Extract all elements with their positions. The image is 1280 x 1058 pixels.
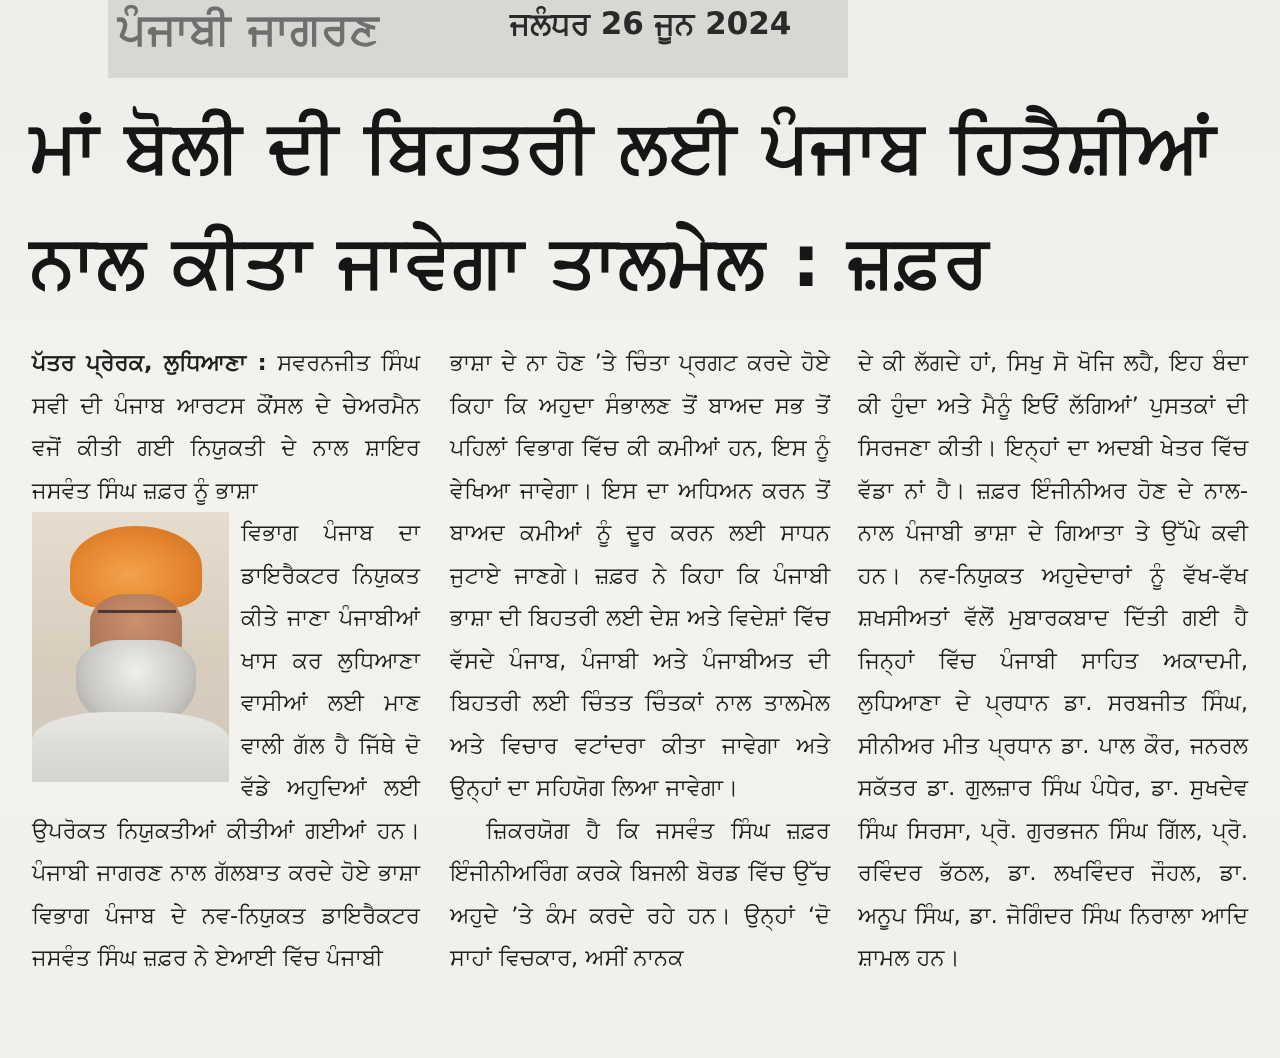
column-2-paragraph-1: ਭਾਸ਼ਾ ਦੇ ਨਾ ਹੋਣ ’ਤੇ ਚਿੰਤਾ ਪ੍ਰਗਟ ਕਰਦੇ ਹੋਏ ਕਿਹਾ ਕਿ ਅਹੁਦਾ ਸੰਭਾਲਣ ਤੋਂ ਬਾਅਦ ਸਭ ਤੋਂ ਪਹਿਲਾਂ ਵਿਭਾਗ ਵਿੱਚ ਕੀ ਕਮੀਆਂ ਹਨ, ਇਸ ਨੂੰ ਵੇਖਿਆ ਜਾਵੇਗਾ। ਇਸ ਦਾ ਅਧਿਅਨ ਕਰਨ ਤੋਂ ਬਾਅਦ ਕਮੀਆਂ ਨੂੰ ਦੂਰ ਕਰਨ ਲਈ ਸਾਧਨ ਜੁਟਾਏ ਜਾਣਗੇ। ਜ਼ਫ਼ਰ ਨੇ ਕਿਹਾ ਕਿ ਪੰਜਾਬੀ ਭਾਸ਼ਾ ਦੀ ਬਿਹਤਰੀ ਲਈ ਦੇਸ਼ ਅਤੇ ਵਿਦੇਸ਼ਾਂ ਵਿੱਚ ਵੱਸਦੇ ਪੰਜਾਬ, ਪੰਜਾਬੀ ਅਤੇ ਪੰਜਾਬੀਅਤ ਦੀ ਬਿਹਤਰੀ ਲਈ ਚਿੰਤਤ ਚਿੰਤਕਾਂ ਨਾਲ ਤਾਲਮੇਲ ਅਤੇ ਵਿਚਾਰ ਵਟਾਂਦਰਾ ਕੀਤਾ ਜਾਵੇਗਾ ਅਤੇ ਉਨ੍ਹਾਂ ਦਾ ਸਹਿਯੋਗ ਲਿਆ ਜਾਵੇਗਾ। — [450, 350, 830, 801]
column-1-wrap-text: ਵਿਭਾਗ ਪੰਜਾਬ ਦਾ ਡਾਇਰੈਕਟਰ ਨਿਯੁਕਤ ਕੀਤੇ ਜਾਣਾ ਪੰਜਾਬੀਆਂ ਖਾਸ ਕਰ ਲੁਧਿਆਣਾ ਵਾਸੀਆਂ ਲਈ ਮਾਣ ਵਾਲੀ ਗੱਲ ਹੈ ਜਿੱਥੇ ਦੋ ਵੱਡੇ ਅਹੁਦਿਆਂ ਲਈ ਉਪਰੋਕਤ ਨਿਯੁਕਤੀਆਂ ਕੀਤੀਆਂ ਗਈਆਂ ਹਨ। ਪੰਜਾਬੀ ਜਾਗਰਣ ਨਾਲ ਗੱਲਬਾਤ ਕਰਦੇ ਹੋਏ ਭਾਸ਼ਾ ਵਿਭਾਗ ਪੰਜਾਬ ਦੇ ਨਵ-ਨਿਯੁਕਤ ਡਾਇਰੈਕਟਰ ਜਸਵੰਤ ਸਿੰਘ ਜ਼ਫ਼ਰ ਨੇ ਏਆਈ ਵਿੱਚ ਪੰਜਾਬੀ — [32, 520, 420, 971]
article-column-2 — [450, 342, 830, 980]
byline: ਪੱਤਰ ਪ੍ਰੇਰਕ, ਲੁਧਿਆਣਾ : — [32, 350, 267, 376]
glasses-shape — [98, 610, 176, 629]
intro-text: ਸਵਰਨਜੀਤ ਸਿੰਘ ਸਵੀ ਦੀ ਪੰਜਾਬ ਆਰਟਸ ਕੌਂਸਲ ਦੇ ਚੇਅਰਮੈਨ ਵਜੋਂ ਕੀਤੀ ਗਈ ਨਿਯੁਕਤੀ ਦੇ ਨਾਲ ਸ਼ਾਇਰ ਜਸਵੰਤ ਸਿੰਘ ਜ਼ਫ਼ਰ ਨੂੰ ਭਾਸ਼ਾ — [32, 350, 420, 504]
article-column-3 — [858, 342, 1248, 980]
portrait-photo — [32, 512, 229, 782]
newspaper-logo: ਪੰਜਾਬੀ ਜਾਗਰਣ — [118, 4, 380, 55]
column-1-intro — [32, 342, 420, 512]
headline-line-2: ਨਾਲ ਕੀਤਾ ਜਾਵੇਗਾ ਤਾਲਮੇਲ : ਜ਼ਫ਼ਰ — [30, 219, 990, 303]
headline-line-1: ਮਾਂ ਬੋਲੀ ਦੀ ਬਿਹਤਰੀ ਲਈ ਪੰਜਾਬ ਹਿਤੈਸ਼ੀਆਂ — [30, 104, 1217, 188]
dateline: ਜਲੰਧਰ 26 ਜੂਨ 2024 — [510, 6, 792, 42]
shirt-shape — [32, 712, 229, 782]
column-2-paragraph-2: ਜ਼ਿਕਰਯੋਗ ਹੈ ਕਿ ਜਸਵੰਤ ਸਿੰਘ ਜ਼ਫ਼ਰ ਇੰਜੀਨੀਅਰਿੰਗ ਕਰਕੇ ਬਿਜਲੀ ਬੋਰਡ ਵਿੱਚ ਉੱਚ ਅਹੁਦੇ ’ਤੇ ਕੰਮ ਕਰਦੇ ਰਹੇ ਹਨ। ਉਨ੍ਹਾਂ ‘ਦੋ ਸਾਹਾਂ ਵਿਚਕਾਰ, ਅਸੀਂ ਨਾਨਕ — [450, 817, 830, 971]
article-column-1 — [32, 342, 420, 980]
column-3-paragraph-1: ਦੇ ਕੀ ਲੱਗਦੇ ਹਾਂ, ਸਿਖੁ ਸੋ ਖੋਜਿ ਲਹੈ, ਇਹ ਬੰਦਾ ਕੀ ਹੁੰਦਾ ਅਤੇ ਮੈਨੂੰ ਇਓਂ ਲੱਗਿਆਂ’ ਪੁਸਤਕਾਂ ਦੀ ਸਿਰਜਣਾ ਕੀਤੀ। ਇਨ੍ਹਾਂ ਦਾ ਅਦਬੀ ਖੇਤਰ ਵਿੱਚ ਵੱਡਾ ਨਾਂ ਹੈ। ਜ਼ਫ਼ਰ ਇੰਜੀਨੀਅਰ ਹੋਣ ਦੇ ਨਾਲ-ਨਾਲ ਪੰਜਾਬੀ ਭਾਸ਼ਾ ਦੇ ਗਿਆਤਾ ਤੇ ਉੱਘੇ ਕਵੀ ਹਨ। ਨਵ-ਨਿਯੁਕਤ ਅਹੁਦੇਦਾਰਾਂ ਨੂੰ ਵੱਖ-ਵੱਖ ਸ਼ਖਸੀਅਤਾਂ ਵੱਲੋਂ ਮੁਬਾਰਕਬਾਦ ਦਿੱਤੀ ਗਈ ਹੈ ਜਿਨ੍ਹਾਂ ਵਿੱਚ ਪੰਜਾਬੀ ਸਾਹਿਤ ਅਕਾਦਮੀ, ਲੁਧਿਆਣਾ ਦੇ ਪ੍ਰਧਾਨ ਡਾ. ਸਰਬਜੀਤ ਸਿੰਘ, ਸੀਨੀਅਰ ਮੀਤ ਪ੍ਰਧਾਨ ਡਾ. ਪਾਲ ਕੌਰ, ਜਨਰਲ ਸਕੱਤਰ ਡਾ. ਗੁਲਜ਼ਾਰ ਸਿੰਘ ਪੰਧੇਰ, ਡਾ. ਸੁਖਦੇਵ ਸਿੰਘ ਸਿਰਸਾ, ਪ੍ਰੋ. ਗੁਰਭਜਨ ਸਿੰਘ ਗਿੱਲ, ਪ੍ਰੋ. ਰਵਿੰਦਰ ਭੱਠਲ, ਡਾ. ਲਖਵਿੰਦਰ ਜੌਹਲ, ਡਾ. ਅਨੂਪ ਸਿੰਘ, ਡਾ. ਜੋਗਿੰਦਰ ਸਿੰਘ ਨਿਰਾਲਾ ਆਦਿ ਸ਼ਾਮਲ ਹਨ। — [858, 350, 1248, 971]
